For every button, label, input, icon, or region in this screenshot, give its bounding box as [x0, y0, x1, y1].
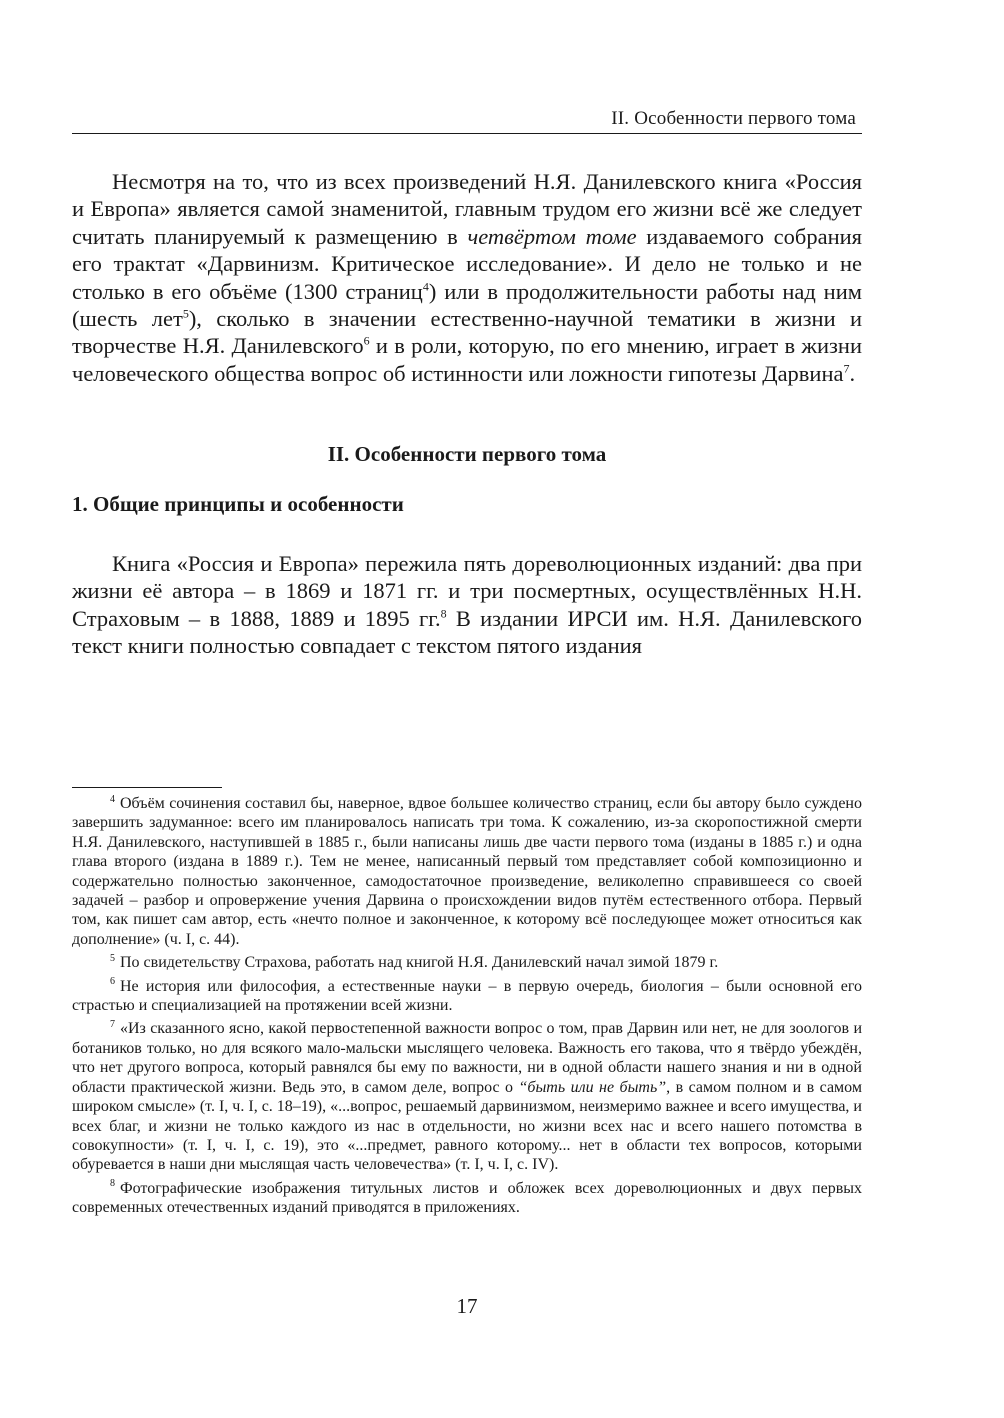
footnote-6 — [72, 977, 862, 1016]
page-number: 17 — [456, 1294, 478, 1318]
footnote-ref-7[interactable]: 7 — [843, 361, 850, 376]
footnote-number: 4 — [110, 793, 115, 805]
footnote-rule — [72, 787, 222, 788]
footnote-ref-6[interactable]: 6 — [363, 333, 370, 348]
footnote-text: Фотографические изображения титульных листов и обложек всех дореволюционных и двух первых современных отечественных изданий приводятся в приложениях. — [72, 1179, 862, 1217]
book-page — [72, 0, 862, 1418]
footnote-4 — [72, 794, 862, 949]
footnote-ref-4[interactable]: 4 — [422, 279, 429, 294]
footnote-text: По свидетельству Страхова, работать над книгой Н.Я. Данилевский начал зимой 1879 г. — [120, 954, 719, 972]
running-head: II. Особенности первого тома — [611, 108, 856, 129]
footnote-number: 5 — [110, 952, 115, 964]
paragraph-1-text-c: ) или в продолжительности работы над ним (шесть лет — [72, 278, 862, 332]
footnote-number: 8 — [110, 1178, 115, 1190]
footnote-8 — [72, 1179, 862, 1218]
paragraph-2 — [72, 550, 862, 660]
paragraph-1 — [72, 168, 862, 387]
footnote-text: Не история или философия, а естественные науки – в первую очередь, биология – были основной его страстью и специализацией на протяжении всей жизни. — [72, 977, 862, 1015]
paragraph-1-italic: четвёртом томе — [467, 223, 637, 249]
footnote-number: 6 — [110, 976, 115, 988]
footnote-ref-8[interactable]: 8 — [440, 606, 447, 621]
paragraph-1-text-e: и в роли, которую, по его мнению, играет в жизни человеческого общества вопрос об истинности или ложности гипотезы Дарвина — [72, 333, 862, 386]
subsection-title: 1. Общие принципы и особенности — [72, 492, 404, 516]
paragraph-2-text-b: В издании ИРСИ им. Н.Я. Данилевского текст книги полностью совпадает с текстом пятого издания — [72, 605, 863, 659]
header-rule — [72, 133, 862, 134]
footnote-7 — [72, 1019, 862, 1174]
footnote-5 — [72, 953, 862, 972]
paragraph-1-text-f: . — [849, 360, 856, 386]
footnote-ref-5[interactable]: 5 — [182, 306, 189, 321]
paragraph-2-text-a: Книга «Россия и Европа» пережила пять дореволюционных изданий: два при жизни её автора – в 1869 и 1871 гг. и три посмертных, осуществлённых Н.Н. Страховым – в 1888, 1889 и 1895 гг. — [72, 551, 862, 631]
footnote-number: 7 — [110, 1019, 115, 1031]
footnotes — [72, 794, 862, 1222]
paragraph-1-text-b: издаваемого собрания его трактат «Дарвинизм. Критическое исследование». И дело не только и не столько в его объёме (1300 страниц — [72, 223, 863, 304]
footnote-italic: “быть или не быть” — [518, 1078, 667, 1096]
paragraph-1-text-d: ), сколько в значении естественно-научной тематики в жизни и творчестве Н.Я. Данилевского — [72, 306, 862, 359]
footnote-text-cont: , в самом полном и в самом широком смысле» (т. I, ч. I, с. 18–19), «...вопрос, решаемый дарвинизмом, неизмеримо важнее и всего имущества, и всех благ, и жизни не только каждого из нас в отдельности, но жизни всех нас и всего нашего потомства в совокупности» (т. I, ч. I, с. 19), это «...предмет, равного которому... нет в области тех вопросов, которыми обуревается в наши дни мыслящая часть человечества» (т. I, ч. I, с. IV). — [72, 1078, 863, 1174]
footnote-text: «Из сказанного ясно, какой первостепенной важности вопрос о том, прав Дарвин или нет, не для зоологов и ботаников только, но для всякого мало-мальски мыслящего человека. Важность его такова, что я твёрдо убеждён, что нет другого вопроса, который равнялся бы ему по важности, ни в одной области нашего знания и ни в одной области практической жизни. Ведь это, в самом деле, вопрос о — [72, 1020, 862, 1096]
paragraph-1-text-a: Несмотря на то, что из всех произведений Н.Я. Данилевского книга «Россия и Европа» является самой знаменитой, главным трудом его жизни всё же следует считать планируемый к размещению в — [72, 169, 862, 249]
section-title: II. Особенности первого тома — [327, 442, 607, 466]
footnote-text: Объём сочинения составил бы, наверное, вдвое большее количество страниц, если бы автору было суждено завершить задуманное: всего им планировалось написать три тома. К сожалению, из-за скоропостижной смерти Н.Я. Данилевского, наступившей в 1885 г., были написаны лишь две части первого тома (изданы в 1885 г.) и одна глава второго (издана в 1889 г.). Тем не менее, написанный первый том представляет собой композиционно и содержательно полностью законченное, самодостаточное произведение, великолепно справившееся со своей задачей – разбор и опровержение учения Дарвина о происхождении видов путём естественного отбора. Первый том, как пишет сам автор, есть «нечто полное и законченное, к которому всё последующее может относиться как дополнение» (ч. I, с. 44). — [72, 795, 862, 948]
